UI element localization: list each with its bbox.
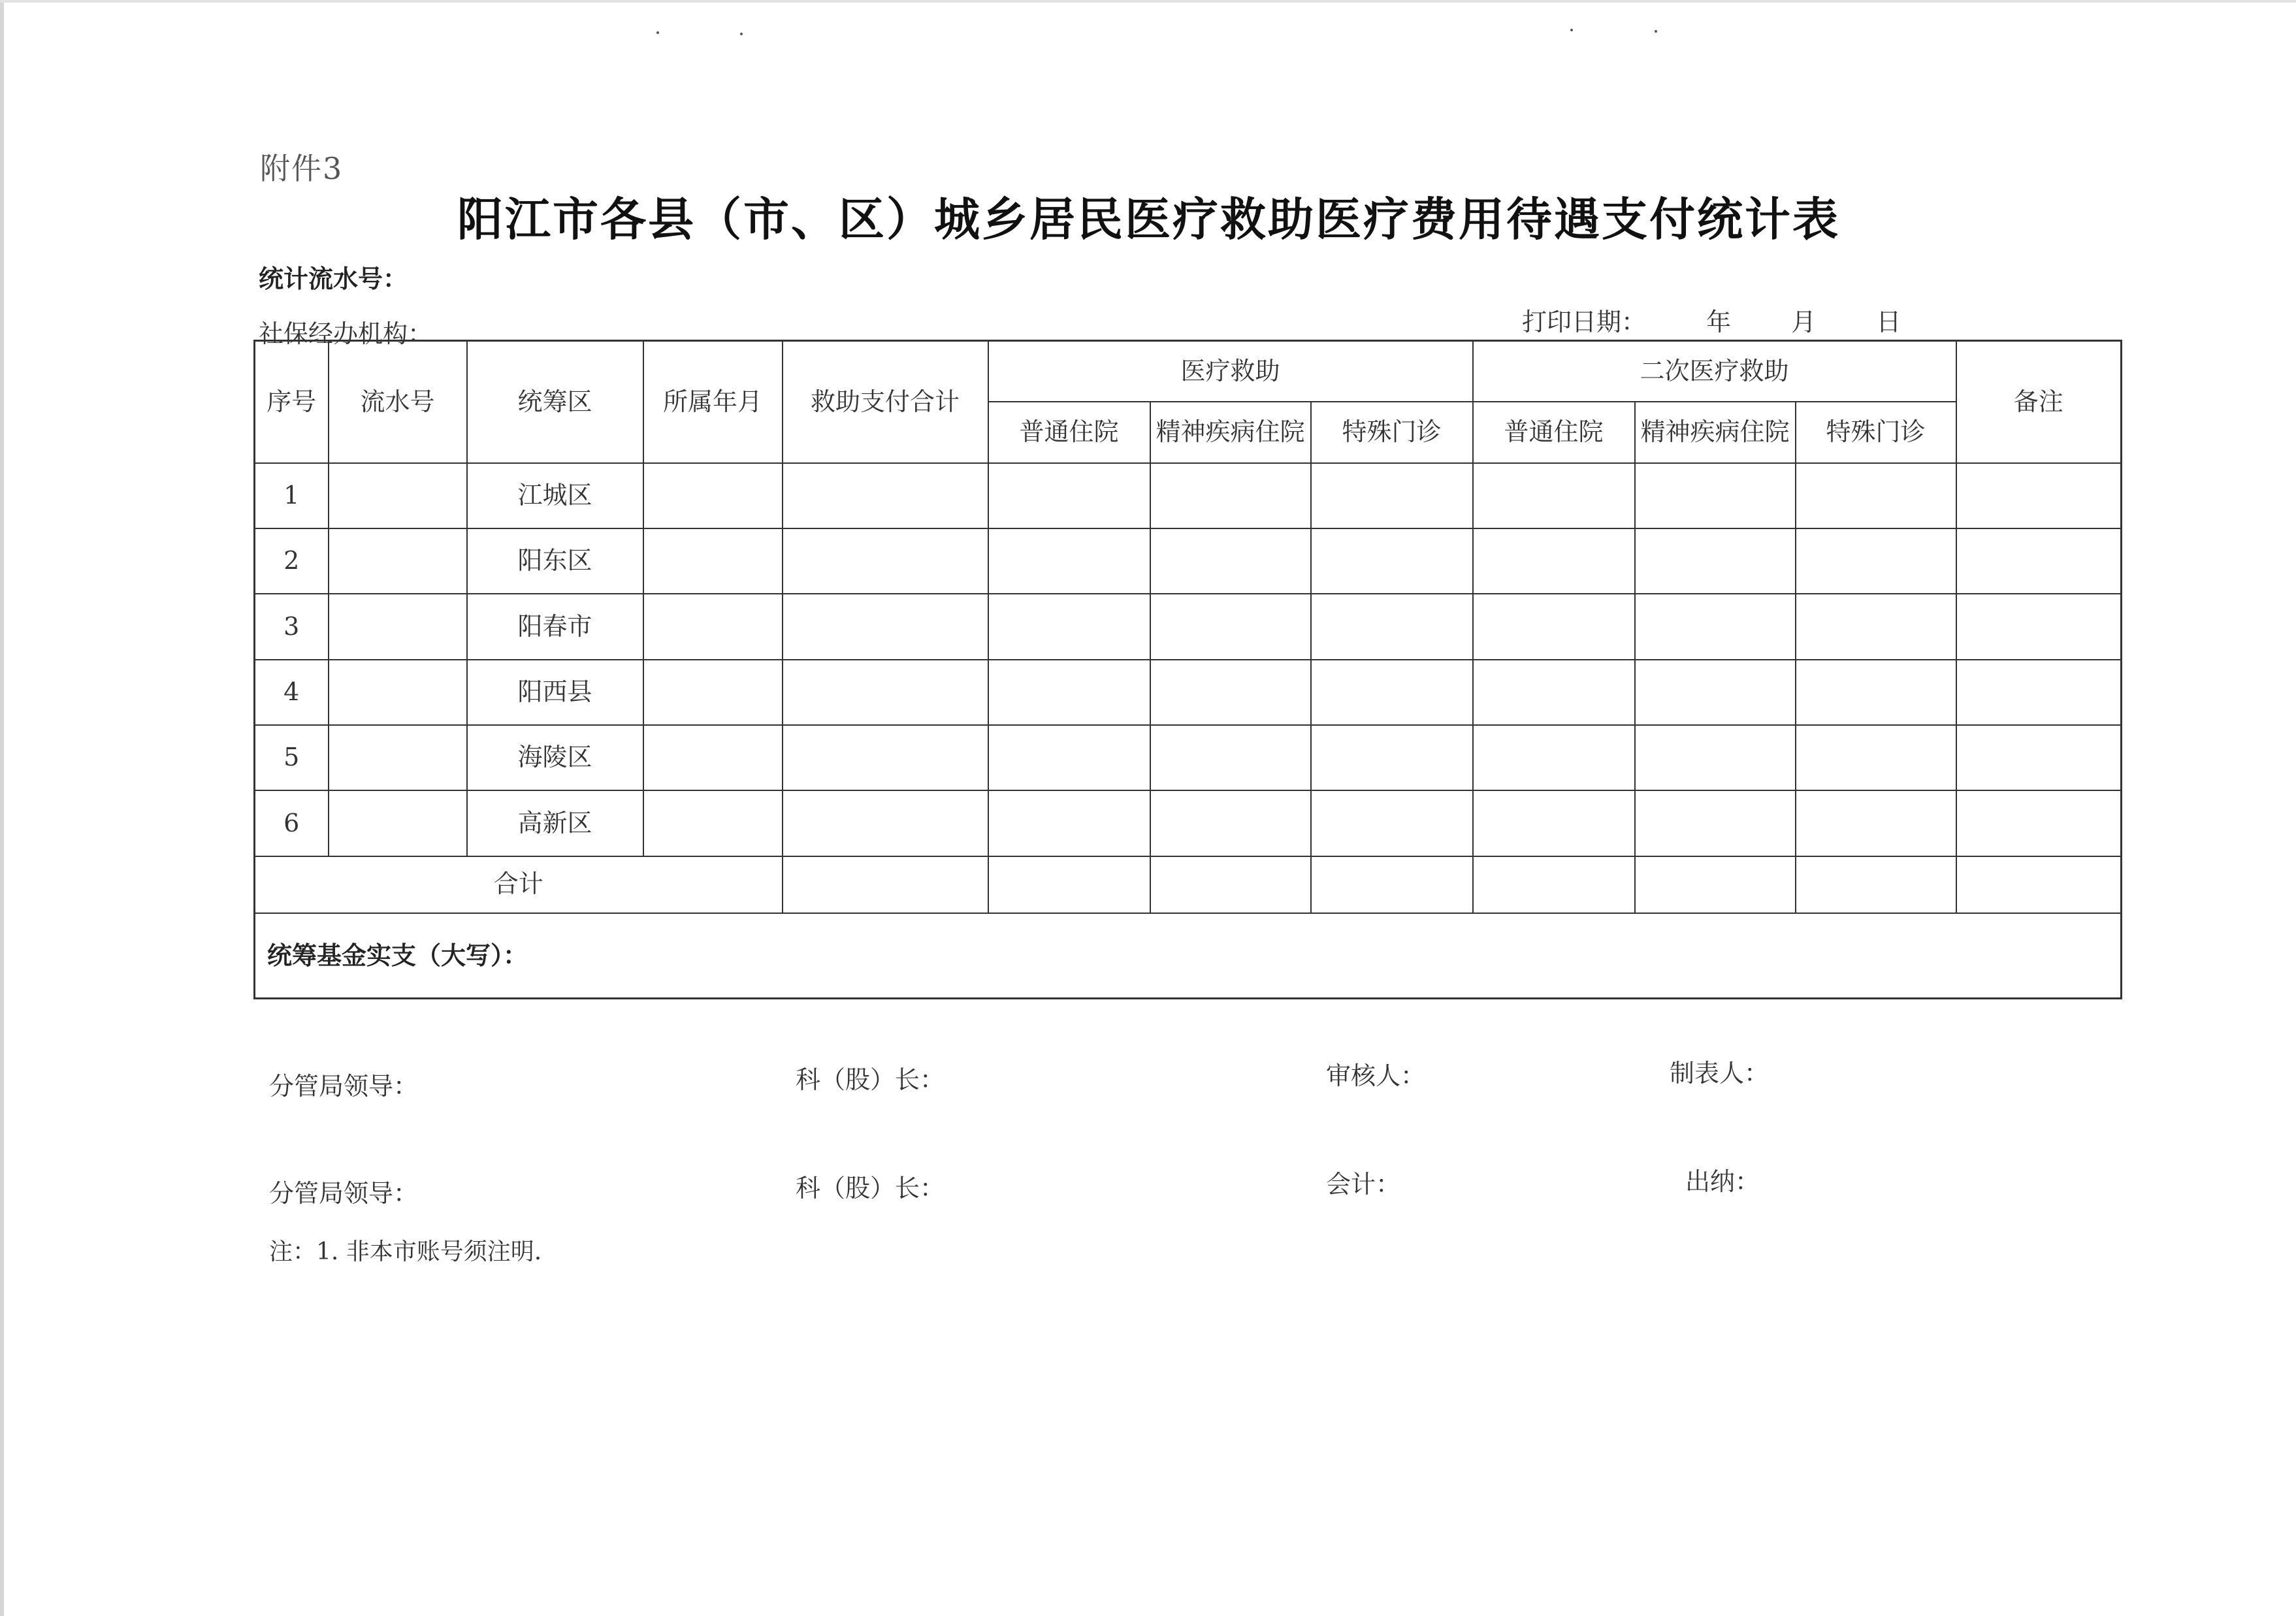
subheader-mental-inpatient: 精神疾病住院 xyxy=(1635,402,1796,463)
table-cell xyxy=(1311,594,1473,659)
table-cell xyxy=(1473,790,1635,856)
row-seq: 5 xyxy=(255,725,329,790)
attachment-label: 附件3 xyxy=(260,151,344,186)
table-row xyxy=(255,660,2122,725)
scan-dot xyxy=(1570,29,1573,31)
table-cell xyxy=(1956,660,2122,725)
header-seq: 序号 xyxy=(255,341,329,463)
total-cell xyxy=(988,856,1150,913)
table-cell xyxy=(329,594,467,659)
signature-accountant: 会计： xyxy=(1326,1170,1401,1199)
signature-section-chief: 科（股）长： xyxy=(796,1065,945,1094)
table-cell xyxy=(1473,463,1635,528)
table-cell xyxy=(988,528,1150,594)
table-cell xyxy=(1635,528,1796,594)
total-cell xyxy=(1311,856,1473,913)
table-cell xyxy=(783,594,988,659)
table-cell xyxy=(1956,528,2122,594)
table-cell xyxy=(988,725,1150,790)
table-cell xyxy=(643,594,783,659)
table-row xyxy=(255,594,2122,659)
table-cell xyxy=(1956,790,2122,856)
row-seq: 6 xyxy=(255,790,329,856)
table-cell xyxy=(1311,790,1473,856)
table-cell xyxy=(1796,660,1956,725)
subheader-special-outpatient: 特殊门诊 xyxy=(1311,402,1473,463)
total-cell xyxy=(1150,856,1311,913)
subheader-general-inpatient: 普通住院 xyxy=(1473,402,1635,463)
table-cell xyxy=(1796,463,1956,528)
table-row xyxy=(255,463,2122,528)
table-cell xyxy=(1635,463,1796,528)
table-cell xyxy=(1473,594,1635,659)
subheader-mental-inpatient: 精神疾病住院 xyxy=(1150,402,1311,463)
total-cell xyxy=(783,856,988,913)
header-total: 救助支付合计 xyxy=(783,341,988,463)
signature-preparer: 制表人： xyxy=(1670,1059,1770,1088)
table-cell xyxy=(783,725,988,790)
scan-dot xyxy=(1655,30,1657,33)
row-district: 阳西县 xyxy=(467,660,643,725)
table-cell xyxy=(1311,463,1473,528)
print-date xyxy=(1522,302,1901,338)
table-cell xyxy=(1635,725,1796,790)
table-cell xyxy=(1956,725,2122,790)
table-cell xyxy=(1796,594,1956,659)
header-district: 统筹区 xyxy=(467,341,643,463)
table-cell xyxy=(1150,725,1311,790)
table-row xyxy=(255,725,2122,790)
signature-cashier: 出纳： xyxy=(1685,1167,1760,1196)
row-seq: 4 xyxy=(255,660,329,725)
table-cell xyxy=(329,463,467,528)
table-cell xyxy=(1150,790,1311,856)
header-secondary-aid: 二次医疗救助 xyxy=(1473,341,1956,402)
table-cell xyxy=(643,528,783,594)
signature-branch-leader: 分管局领导： xyxy=(269,1072,419,1101)
row-district: 阳东区 xyxy=(467,528,643,594)
table-row xyxy=(255,528,2122,594)
table-cell xyxy=(988,660,1150,725)
print-date-day: 日 xyxy=(1876,308,1901,336)
row-district: 海陵区 xyxy=(467,725,643,790)
footnote: 注：1. 非本市账号须注明. xyxy=(269,1238,542,1265)
total-cell xyxy=(1956,856,2122,913)
table-cell xyxy=(1311,725,1473,790)
statistics-table xyxy=(253,340,2122,999)
scan-edge-top xyxy=(0,0,2296,3)
row-seq: 3 xyxy=(255,594,329,659)
total-label: 合计 xyxy=(255,856,783,913)
table-cell xyxy=(988,790,1150,856)
table-cell xyxy=(329,790,467,856)
table-cell xyxy=(988,463,1150,528)
header-remarks: 备注 xyxy=(1956,341,2122,463)
row-district: 高新区 xyxy=(467,790,643,856)
table-cell xyxy=(1796,725,1956,790)
table-cell xyxy=(1311,660,1473,725)
print-date-year: 年 xyxy=(1706,308,1732,336)
table-cell xyxy=(783,463,988,528)
table-cell xyxy=(783,528,988,594)
subheader-special-outpatient: 特殊门诊 xyxy=(1796,402,1956,463)
serial-number-label: 统计流水号： xyxy=(259,264,408,293)
table-cell xyxy=(1956,463,2122,528)
scan-dot xyxy=(656,31,659,34)
table-cell xyxy=(1796,790,1956,856)
subheader-general-inpatient: 普通住院 xyxy=(988,402,1150,463)
header-serial: 流水号 xyxy=(329,341,467,463)
table-cell xyxy=(988,594,1150,659)
table-cell xyxy=(643,463,783,528)
signature-section-chief: 科（股）长： xyxy=(796,1174,945,1203)
signature-branch-leader: 分管局领导： xyxy=(269,1179,419,1208)
table-cell xyxy=(1150,660,1311,725)
scan-edge-left xyxy=(0,0,4,1616)
row-seq: 1 xyxy=(255,463,329,528)
header-medical-aid: 医疗救助 xyxy=(988,341,1473,402)
agency-label: 社保经办机构： xyxy=(259,319,433,348)
print-date-month: 月 xyxy=(1791,308,1817,336)
table-cell xyxy=(329,660,467,725)
table-cell xyxy=(1150,463,1311,528)
row-district: 阳春市 xyxy=(467,594,643,659)
table-cell xyxy=(329,725,467,790)
total-cell xyxy=(1796,856,1956,913)
table-cell xyxy=(643,725,783,790)
table-cell xyxy=(1150,528,1311,594)
table-cell xyxy=(1311,528,1473,594)
document-title: 阳江市各县（市、区）城乡居民医疗救助医疗费用待遇支付统计表 xyxy=(457,192,1840,246)
table-cell xyxy=(783,790,988,856)
table-cell xyxy=(1635,594,1796,659)
total-cell xyxy=(1473,856,1635,913)
table-cell xyxy=(643,660,783,725)
table-cell xyxy=(1473,725,1635,790)
total-cell xyxy=(1635,856,1796,913)
table-cell xyxy=(1150,594,1311,659)
table-row xyxy=(255,790,2122,856)
table-cell xyxy=(783,660,988,725)
scan-dot xyxy=(740,33,743,35)
table-cell xyxy=(1473,528,1635,594)
print-date-label: 打印日期： xyxy=(1522,308,1647,336)
table-cell xyxy=(1956,594,2122,659)
table-cell xyxy=(1473,660,1635,725)
signature-reviewer: 审核人： xyxy=(1326,1061,1426,1090)
table-cell xyxy=(1796,528,1956,594)
row-seq: 2 xyxy=(255,528,329,594)
row-district: 江城区 xyxy=(467,463,643,528)
table-cell xyxy=(329,528,467,594)
fund-expenditure-label: 统筹基金实支（大写）： xyxy=(255,913,2122,999)
header-period: 所属年月 xyxy=(643,341,783,463)
table-body xyxy=(255,463,2122,856)
table-cell xyxy=(1635,790,1796,856)
table-cell xyxy=(1635,660,1796,725)
table-cell xyxy=(643,790,783,856)
